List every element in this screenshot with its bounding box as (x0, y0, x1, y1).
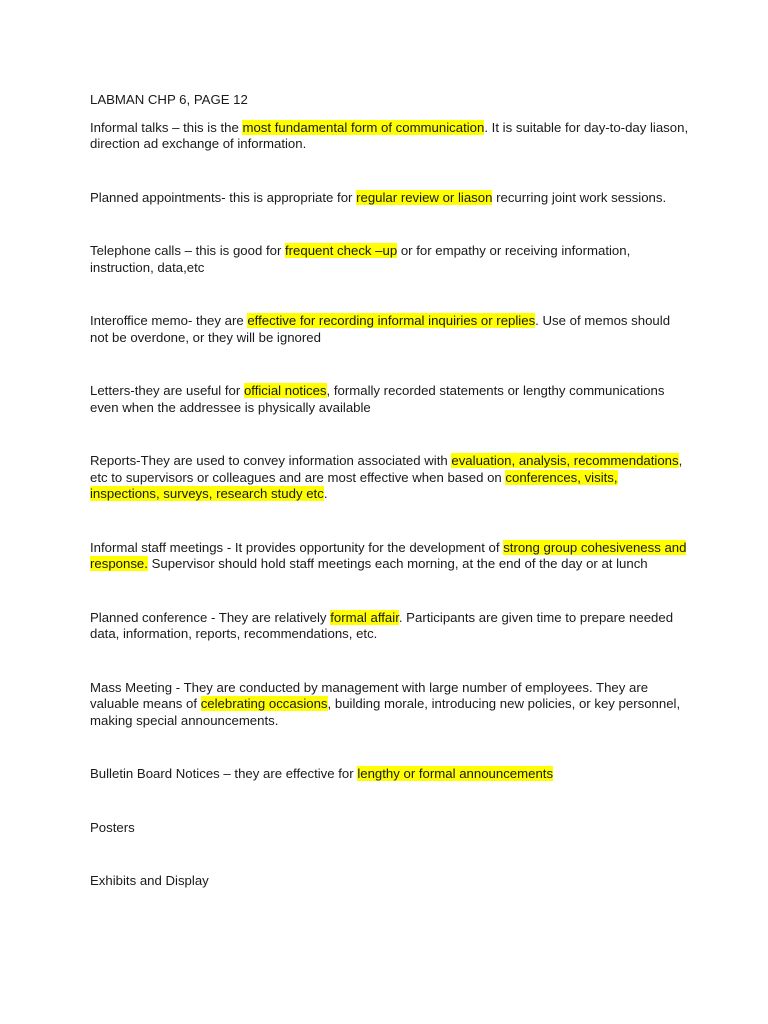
paragraph-planned-conference (90, 610, 690, 643)
paragraph-text: Informal staff meetings - It provides opportunity for the development of (90, 539, 504, 555)
page-heading: LABMAN CHP 6, PAGE 12 (90, 92, 248, 107)
paragraph-gap (90, 206, 690, 243)
paragraph-letters (90, 383, 690, 416)
paragraph-gap (90, 346, 690, 383)
paragraph-text: Mass Meeting - They are conducted by management with large number of employees. They are valuable means of (90, 679, 649, 711)
paragraph-text: Letters-they are useful for (90, 383, 244, 398)
paragraph-text: Telephone calls – this is good for (90, 243, 285, 258)
highlighted-text: official notices (243, 383, 327, 398)
document-page (90, 92, 690, 890)
paragraph-gap (90, 153, 690, 190)
highlighted-text: regular review or liason (356, 189, 493, 205)
paragraph-gap (90, 503, 690, 540)
paragraph-interoffice-memo (90, 313, 690, 346)
paragraph-text: Interoffice memo- they are (90, 313, 248, 328)
paragraph-text: . It is suitable for day-to-day liason, direction ad exchange of information. (90, 119, 689, 151)
paragraph-gap (90, 729, 690, 766)
paragraph-exhibits (90, 873, 690, 890)
paragraph-reports (90, 453, 690, 503)
highlighted-text: formal affair (330, 609, 399, 625)
paragraph-telephone-calls (90, 243, 690, 276)
paragraph-text: Exhibits and Display (90, 873, 209, 888)
paragraph-text: Reports-They are used to convey information associated with (90, 453, 452, 468)
paragraph-text: , building morale, introducing new policies, or key personnel, making special announcements. (90, 696, 681, 728)
paragraph-text: , etc to supervisors or colleagues and are most effective when based on (90, 453, 683, 485)
highlighted-text: conferences, visits, inspections, surveys, research study etc (90, 469, 618, 501)
paragraph-informal-staff-meetings (90, 540, 690, 573)
paragraph-mass-meeting (90, 680, 690, 730)
paragraph-text: Posters (90, 819, 135, 835)
paragraph-gap (90, 276, 690, 313)
highlighted-text: evaluation, analysis, recommendations (451, 453, 679, 468)
paragraph-text: Planned conference - They are relatively (90, 609, 331, 625)
paragraph-text: . (323, 486, 328, 501)
paragraph-text: recurring joint work sessions. (492, 189, 667, 205)
paragraph-posters (90, 820, 690, 837)
paragraph-text: Bulletin Board Notices – they are effective for (90, 766, 358, 781)
paragraph-gap (90, 836, 690, 873)
paragraph-informal-talks (90, 120, 690, 153)
paragraph-gap (90, 573, 690, 610)
highlighted-text: effective for recording informal inquiries or replies (247, 313, 536, 328)
paragraph-planned-appointments (90, 190, 690, 207)
highlighted-text: lengthy or formal announcements (357, 766, 554, 781)
highlighted-text: celebrating occasions (200, 696, 328, 711)
highlighted-text: frequent check –up (285, 243, 398, 258)
paragraph-text: Informal talks – this is the (90, 119, 243, 135)
highlighted-text: strong group cohesiveness and response. (90, 539, 687, 571)
paragraph-list (90, 120, 690, 890)
paragraph-text: or for empathy or receiving information, instruction, data,etc (90, 243, 631, 275)
paragraph-text: . Use of memos should not be overdone, or they will be ignored (90, 313, 671, 345)
highlighted-text: most fundamental form of communication (242, 119, 485, 135)
paragraph-text: Supervisor should hold staff meetings each morning, at the end of the day or at lunch (147, 556, 648, 571)
paragraph-text: , formally recorded statements or lengthy communications even when the addressee is physically available (90, 383, 665, 415)
paragraph-gap (90, 783, 690, 820)
paragraph-gap (90, 416, 690, 453)
paragraph-text: . Participants are given time to prepare needed data, information, reports, recommendations, etc. (90, 609, 674, 641)
paragraph-gap (90, 643, 690, 680)
paragraph-text: Planned appointments- this is appropriate for (90, 189, 357, 205)
paragraph-bulletin-board (90, 766, 690, 783)
